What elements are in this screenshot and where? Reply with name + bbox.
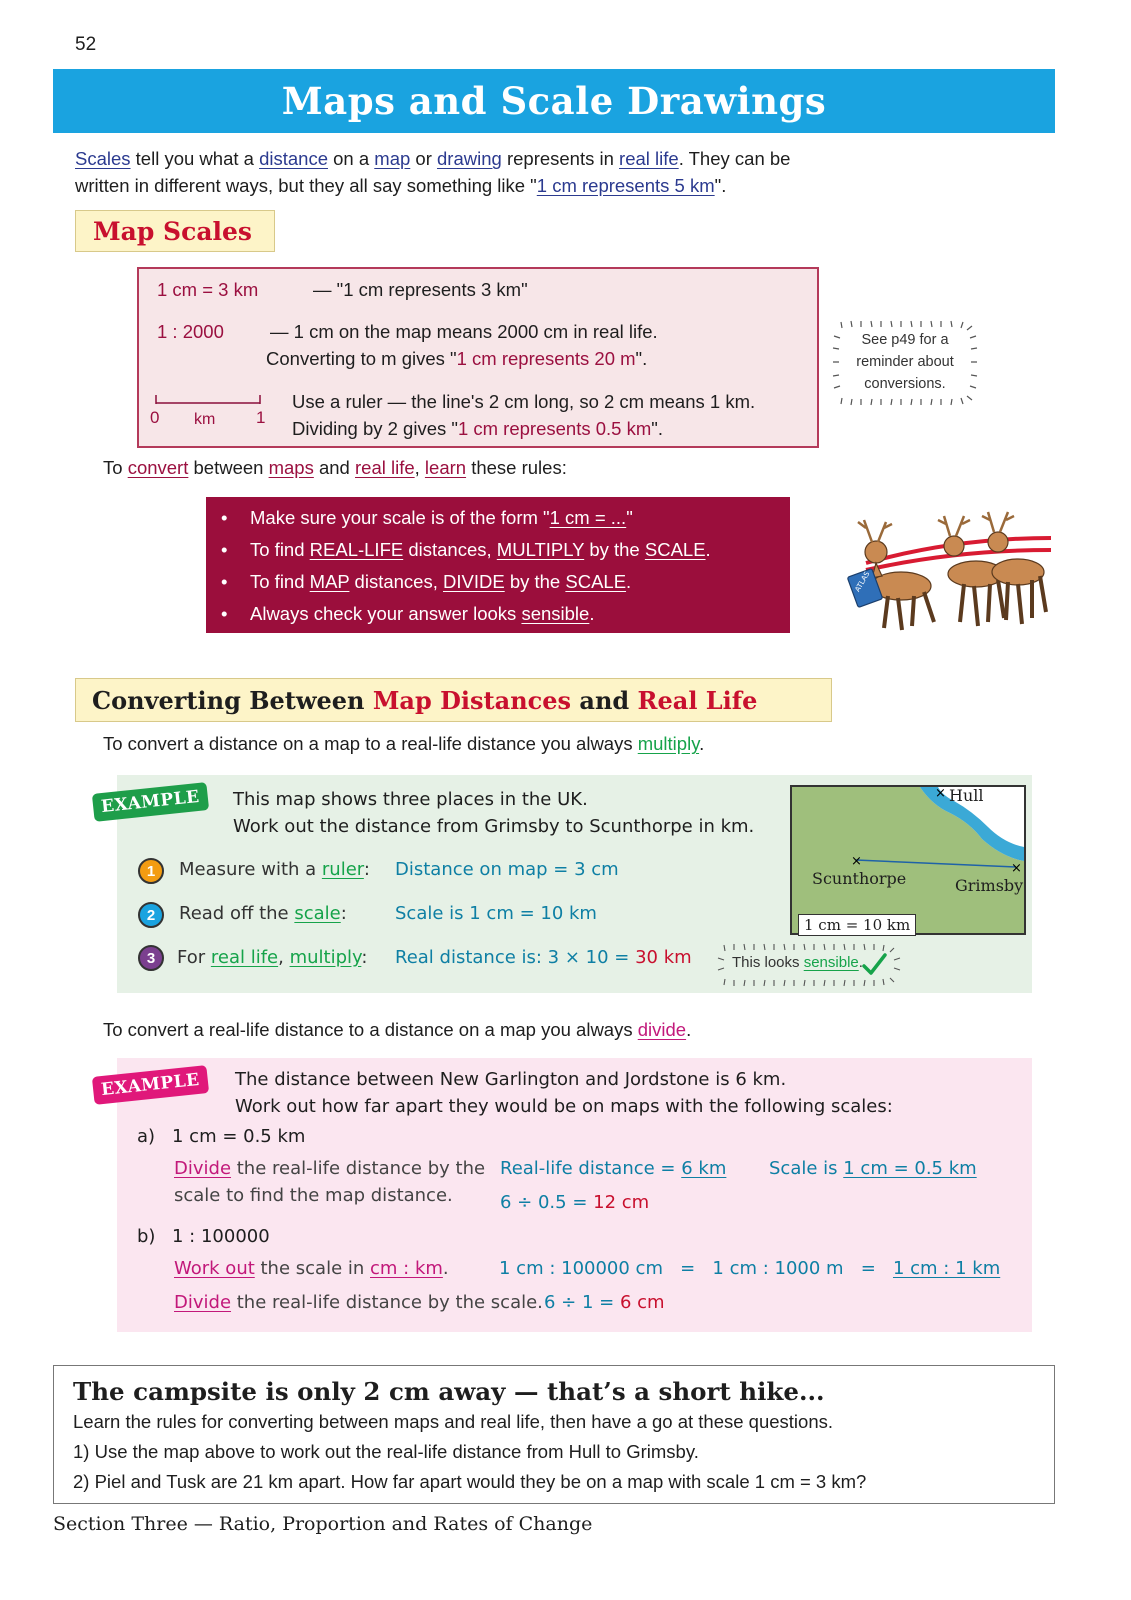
text: real life [210,947,279,968]
text: scale [294,903,341,924]
part-b-label: b) [137,1226,156,1247]
text: : [363,859,370,880]
example-2-badge: EXAMPLE [92,1065,209,1105]
text: " [626,507,633,528]
text: between [188,457,269,478]
text: the real-life distance by the scale. [231,1292,543,1313]
ex1-step-2-answer: Scale is 1 cm = 10 km [395,903,597,924]
rule-item [221,502,790,534]
text: ". [635,348,648,369]
page-number: 52 [75,34,97,55]
intro-text: written in different ways, but they all say something like " [75,175,537,196]
text: MAP [309,571,350,592]
scale-examples-box [137,267,819,448]
ex1-question-1: This map shows three places in the UK. [233,789,588,810]
text: cm : km [370,1258,443,1279]
part-a-scale: 1 cm = 0.5 km [172,1126,306,1147]
part-a-real-distance [500,1158,726,1179]
part-b-conversion [499,1258,1000,1279]
summary-heading: The campsite is only 2 cm away — that’s a short hike... [73,1377,825,1406]
text: DIVIDE [443,571,505,592]
text: Dividing by 2 gives " [292,418,458,439]
map-drawing [792,787,1024,933]
part-a-step-1 [174,1158,485,1179]
scale-ratio-desc: — 1 cm on the map means 2000 cm in real life. [270,321,658,342]
text: To find [250,571,310,592]
example-2-box [100,1058,1032,1332]
svg-text:×: × [935,787,946,801]
ex1-step-3 [177,947,367,968]
scale-1cm-3km-desc: — "1 cm represents 3 km" [313,279,528,300]
text: 6 cm [619,1292,665,1313]
text: : [361,947,368,968]
text: REAL-LIFE [309,539,404,560]
kw-divide: divide [637,1019,687,1040]
intro-text: on a [327,148,375,169]
kw-real-life: real life [619,148,679,169]
step-2-badge: 2 [138,902,164,928]
part-a-step-2: scale to find the map distance. [174,1185,453,1206]
text: and [571,685,638,715]
kw-real-life: real life [355,457,415,478]
multiply-rule [103,733,704,755]
ex1-step-2 [179,903,347,924]
text: 1 cm = 0.5 km [843,1158,977,1179]
text: , [278,947,290,968]
text: For [177,947,211,968]
ex2-question-2: Work out how far apart they would be on maps with the following scales: [235,1096,893,1117]
text: Read off the [179,903,295,924]
kw-multiply: multiply [637,733,700,754]
ruler-desc-2 [292,418,663,440]
text: the scale in [254,1258,370,1279]
text: Real Life [637,685,758,715]
text: 1 cm : 1 km [892,1258,1001,1279]
text: and [313,457,355,478]
text: SCALE [565,571,627,592]
text: SCALE [644,539,706,560]
page-title: Maps and Scale Drawings [281,79,827,123]
intro-paragraph [75,145,1055,199]
text: Measure with a [179,859,322,880]
text: sensible [803,954,859,971]
text: Make sure your scale is of the form " [250,507,550,528]
text: 1 cm represents 20 m [456,348,636,369]
ruler-scale-bar [153,393,265,407]
rule-item [221,598,790,630]
text: 12 cm [593,1192,650,1213]
text: by the [584,539,645,560]
text: 6 ÷ 0.5 = [500,1192,594,1213]
kw-scales: Scales [75,148,131,169]
map-scales-heading-box [75,210,275,252]
text: Converting Between [92,685,373,715]
text: Divide [174,1292,232,1313]
svg-text:×: × [851,854,862,869]
page-footer: Section Three — Ratio, Proportion and Rates of Change [53,1513,593,1535]
example-1-badge: EXAMPLE [92,782,209,822]
map-scales-heading: Map Scales [93,216,253,246]
text: ". [651,418,663,439]
text: the real-life distance by the [231,1158,486,1179]
divide-rule [103,1019,691,1041]
ex1-step-3-answer [395,947,692,968]
summary-intro: Learn the rules for converting between maps and real life, then have a go at these questions. [73,1411,834,1432]
ex2-question-1: The distance between New Garlington and Jordstone is 6 km. [235,1069,787,1090]
sensible-check-burst [716,942,902,988]
uk-map [790,785,1026,935]
ruler-zero: 0 [150,408,160,427]
atlas-label: ATLAS [853,570,872,594]
summary-box [53,1365,1055,1504]
svg-text:×: × [1011,861,1022,876]
text: : [340,903,347,924]
text: To convert a distance on a map to a real-life distance you always [103,733,638,754]
kw-drawing: drawing [437,148,502,169]
text: ruler [321,859,364,880]
text: these rules: [466,457,567,478]
rules-box [206,497,790,633]
scale-ratio-2000: 1 : 2000 [157,321,224,342]
text: Always check your answer looks [250,603,522,624]
text: . [705,539,711,560]
summary-question-1: 1) Use the map above to work out the real-life distance from Hull to Grimsby. [73,1441,699,1462]
kw-convert: convert [127,457,189,478]
sensible-text [732,954,863,971]
text: Real-life distance = [500,1158,682,1179]
text: by the [504,571,566,592]
text: To convert a real-life distance to a distance on a map you always [103,1019,638,1040]
ruler-unit: km [194,411,216,428]
ex1-step-1-answer: Distance on map = 3 cm [395,859,619,880]
converting-heading [92,686,757,715]
part-b-calc [544,1292,665,1313]
text: . [442,1258,449,1279]
ruler-one: 1 [256,408,266,427]
text: To [103,457,128,478]
ex1-question-2: Work out the distance from Grimsby to Scunthorpe in km. [233,816,755,837]
converting-heading-box [75,678,832,722]
text: 6 km [681,1158,727,1179]
text: 1 cm = ... [549,507,627,528]
map-scale-label: 1 cm = 10 km [798,914,916,936]
ex1-step-1 [179,859,370,880]
text: multiply [289,947,362,968]
text: . [686,1019,692,1040]
scale-ratio-convert [266,348,647,370]
text: distances, [349,571,443,592]
text: This looks [732,954,804,971]
step-3-badge: 3 [138,945,164,971]
kw-distance: distance [259,148,328,169]
map-label-scunthorpe: Scunthorpe [812,869,907,888]
text: . [589,603,595,624]
step-1-badge: 1 [138,858,164,884]
text: Real distance is: 3 × 10 = [395,947,636,968]
text: Scale is [769,1158,844,1179]
scale-1cm-3km: 1 cm = 3 km [157,279,259,300]
text: 6 ÷ 1 = [544,1292,620,1313]
text: Divide [174,1158,232,1179]
intro-text: ". [714,175,727,196]
part-a-calc [500,1192,649,1213]
text: Map Distances [372,685,572,715]
rules-list [221,502,790,630]
kw-1cm-5km: 1 cm represents 5 km [536,175,715,196]
note-line-3: conversions. [864,376,946,392]
kw-map: map [374,148,411,169]
part-a-label: a) [137,1126,156,1147]
map-label-hull: Hull [949,786,984,805]
intro-text: or [410,148,438,169]
part-b-scale: 1 : 100000 [172,1226,270,1247]
text: . [626,571,632,592]
text: To find [250,539,310,560]
reindeer-illustration [846,508,1056,638]
note-line-2: reminder about [856,354,954,370]
text: 30 km [635,947,692,968]
rule-item [221,566,790,598]
conversion-note-burst [831,318,979,408]
example-1-box [100,775,1032,993]
rule-item [221,534,790,566]
text: 1 cm : 100000 cm = 1 cm : 1000 m = [499,1258,893,1279]
summary-question-2: 2) Piel and Tusk are 21 km apart. How far apart would they be on a map with scale 1 cm = 3 km? [73,1471,867,1492]
title-banner [53,69,1055,133]
part-b-step-1 [174,1258,449,1279]
text: 1 cm represents 0.5 km [457,418,652,439]
text: , [414,457,425,478]
text: Work out [174,1258,255,1279]
rules-intro [103,457,567,479]
text: sensible [521,603,590,624]
text: distances, [403,539,497,560]
intro-text: tell you what a [130,148,260,169]
text: MULTIPLY [496,539,585,560]
intro-text: represents in [501,148,620,169]
kw-learn: learn [424,457,467,478]
part-b-step-2 [174,1292,543,1313]
text: Converting to m gives " [266,348,457,369]
text: . [699,733,705,754]
kw-maps: maps [268,457,314,478]
intro-text: . They can be [678,148,791,169]
part-a-scale-is [769,1158,977,1179]
ruler-desc-1: Use a ruler — the line's 2 cm long, so 2 cm means 1 km. [292,391,756,412]
note-line-1: See p49 for a [861,332,949,348]
map-label-grimsby: Grimsby [955,876,1024,895]
check-mark-icon [858,952,887,978]
text: . [858,954,863,971]
